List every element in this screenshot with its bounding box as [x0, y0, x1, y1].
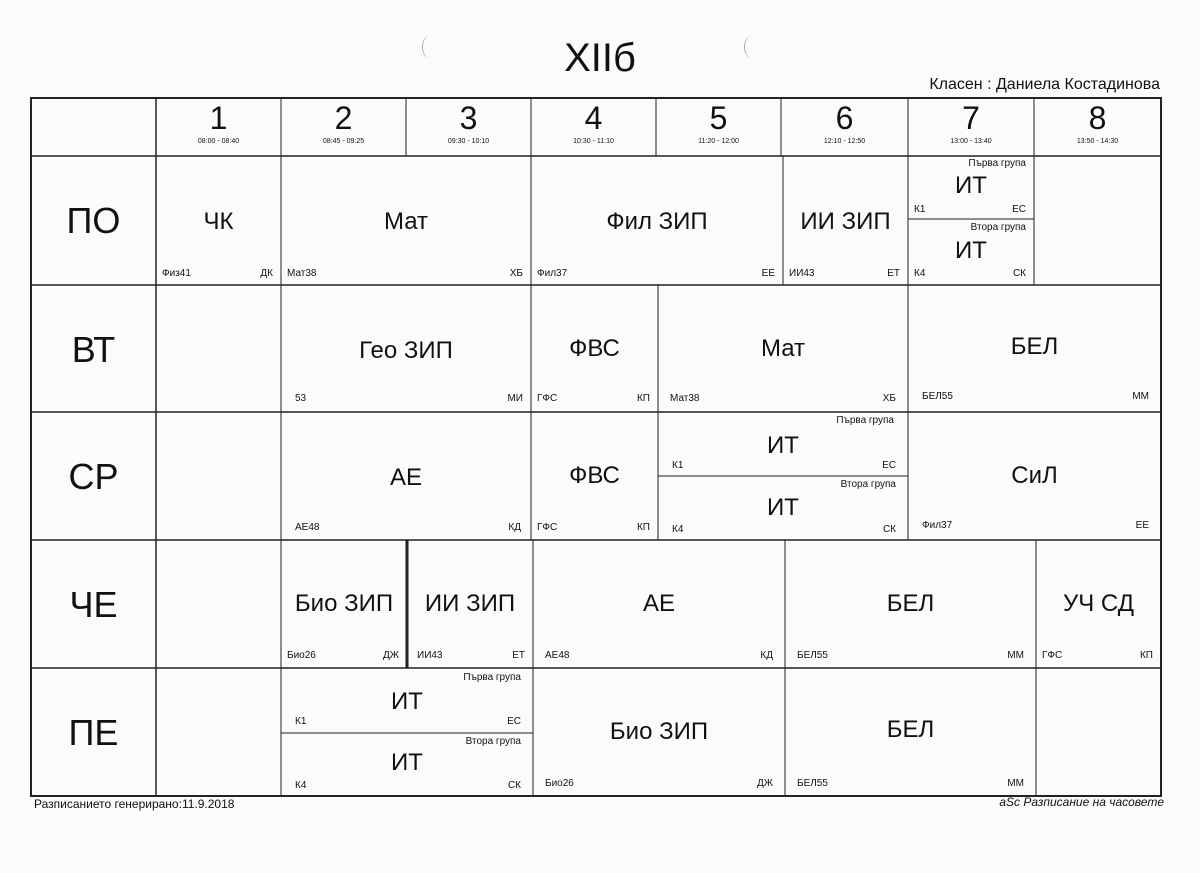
lesson-cell	[1036, 540, 1161, 668]
lesson-room: К4	[295, 780, 307, 791]
period-number: 4	[584, 100, 603, 136]
period-header-4	[531, 98, 656, 156]
lesson-subject: ИТ	[391, 688, 423, 715]
lesson-teacher: ЕС	[507, 716, 521, 727]
lesson-room: К1	[295, 716, 307, 727]
period-time: 13:00 - 13:40	[950, 138, 992, 145]
lesson-cell	[531, 412, 658, 540]
lesson-cell	[281, 156, 531, 285]
lesson-cell-group	[281, 668, 533, 733]
period-number: 2	[334, 100, 353, 136]
group-label: Първа група	[836, 415, 894, 426]
period-time: 13:50 - 14:30	[1076, 138, 1119, 145]
lesson-room: БЕЛ55	[797, 650, 828, 661]
lesson-teacher: ХБ	[509, 268, 523, 279]
lesson-room: ИИ43	[789, 268, 815, 279]
lesson-room: К4	[672, 524, 684, 535]
lesson-teacher: ЕС	[1012, 204, 1026, 215]
lesson-cell	[281, 412, 531, 540]
lesson-teacher: СК	[507, 780, 521, 791]
lesson-cell	[785, 668, 1036, 796]
period-header-8	[1034, 98, 1161, 156]
lesson-teacher: ММ	[1007, 778, 1024, 789]
lesson-teacher: ЕТ	[887, 268, 900, 279]
lesson-teacher: ЕС	[882, 460, 896, 471]
lesson-subject: БЕЛ	[886, 716, 935, 743]
lesson-room: Физ41	[162, 268, 191, 279]
lesson-teacher: ММ	[1132, 391, 1149, 402]
generated-note: Разписанието генерирано:11.9.2018	[34, 797, 235, 811]
lesson-subject: ИТ	[955, 237, 987, 264]
lesson-subject: Фил ЗИП	[606, 208, 708, 235]
lesson-subject: ФВС	[569, 462, 620, 489]
lesson-subject: ФВС	[569, 335, 620, 362]
lesson-subject: ИТ	[767, 432, 799, 459]
lesson-teacher: ЕЕ	[761, 268, 775, 279]
lesson-teacher: КП	[1139, 650, 1153, 661]
lesson-teacher: ЕЕ	[1135, 520, 1149, 531]
group-label: Първа група	[463, 672, 521, 683]
lesson-cell	[908, 285, 1161, 412]
lesson-subject: БЕЛ	[1010, 333, 1059, 360]
lesson-room: БЕЛ55	[922, 391, 953, 402]
lesson-room: Био26	[287, 650, 316, 661]
lesson-teacher: ДЖ	[382, 650, 399, 661]
lesson-subject: СиЛ	[1011, 462, 1058, 489]
lesson-teacher: МИ	[507, 393, 523, 404]
period-header-5	[656, 98, 781, 156]
group-label: Втора група	[840, 479, 896, 490]
class-title: XIIб	[564, 36, 636, 80]
lesson-cell	[533, 668, 785, 796]
lesson-cell	[281, 540, 407, 668]
lesson-cell	[658, 285, 908, 412]
lesson-subject: АЕ	[642, 590, 675, 617]
lesson-room: Био26	[545, 778, 574, 789]
lesson-teacher: КП	[636, 522, 650, 533]
day-label-mon: ПО	[66, 200, 121, 241]
lesson-room: ИИ43	[417, 650, 443, 661]
lesson-teacher: КД	[508, 522, 521, 533]
lesson-cell-group	[281, 733, 533, 796]
lesson-cell	[281, 285, 531, 412]
lesson-teacher: СК	[882, 524, 896, 535]
lesson-cell	[908, 412, 1161, 540]
period-time: 08:00 - 08:40	[197, 138, 240, 145]
lesson-cell-group	[908, 219, 1034, 285]
lesson-cell	[156, 156, 281, 285]
period-header-1	[156, 98, 281, 156]
lesson-subject: УЧ СД	[1063, 590, 1134, 617]
lesson-room: БЕЛ55	[797, 778, 828, 789]
lesson-cell	[785, 540, 1036, 668]
lesson-subject: Гео ЗИП	[359, 337, 453, 364]
lesson-teacher: КП	[636, 393, 650, 404]
lesson-subject: ИТ	[391, 749, 423, 776]
lesson-room: К1	[914, 204, 926, 215]
group-label: Втора група	[465, 736, 521, 747]
lesson-subject: Био ЗИП	[294, 590, 394, 617]
period-time: 11:20 - 12:00	[698, 138, 739, 145]
software-credit: aSc Разписание на часовете	[999, 795, 1164, 809]
day-label-tue: ВТ	[71, 329, 116, 370]
lesson-cell	[783, 156, 908, 285]
lesson-cell	[531, 285, 658, 412]
lesson-teacher: ДК	[260, 268, 273, 279]
lesson-cell	[407, 540, 533, 668]
period-number: 8	[1088, 100, 1107, 136]
lesson-room: Мат38	[287, 268, 317, 279]
lesson-cell-group	[658, 476, 908, 540]
lesson-room: АЕ48	[545, 650, 570, 661]
lesson-room: АЕ48	[295, 522, 320, 533]
period-number: 6	[835, 100, 854, 136]
lesson-room: Фил37	[922, 520, 953, 531]
lesson-subject: ИИ ЗИП	[424, 590, 516, 617]
lesson-room: Фил37	[537, 268, 568, 279]
lesson-subject: Мат	[760, 335, 806, 362]
lesson-subject: АЕ	[389, 464, 422, 491]
day-label-thu: ЧЕ	[69, 584, 118, 625]
lesson-room: 53	[295, 393, 307, 404]
period-number: 5	[709, 100, 728, 136]
lesson-subject: ИТ	[955, 172, 987, 199]
lesson-teacher: ХБ	[882, 393, 896, 404]
period-header-7	[908, 98, 1034, 156]
lesson-subject: Био ЗИП	[609, 718, 709, 745]
period-number: 3	[459, 100, 478, 136]
lesson-subject: БЕЛ	[886, 590, 935, 617]
lesson-teacher: ЕТ	[512, 650, 525, 661]
lesson-subject: Мат	[383, 208, 429, 235]
lesson-subject: ИИ ЗИП	[800, 208, 891, 235]
lesson-subject: ЧК	[203, 208, 234, 235]
lesson-cell	[531, 156, 783, 285]
lesson-teacher: ДЖ	[756, 778, 773, 789]
group-label: Втора група	[970, 222, 1026, 233]
lesson-room: Мат38	[670, 393, 700, 404]
lesson-room: К1	[672, 460, 684, 471]
lesson-teacher: СК	[1012, 268, 1026, 279]
lesson-room: ГФС	[537, 522, 558, 533]
period-header-3	[406, 98, 531, 156]
class-teacher: Класен : Даниела Костадинова	[929, 76, 1160, 93]
day-label-fri: ПЕ	[68, 712, 119, 753]
period-number: 7	[962, 100, 980, 136]
period-time: 10:30 - 11:10	[573, 138, 614, 145]
day-label-wed: СР	[68, 456, 119, 497]
group-label: Първа група	[968, 158, 1026, 169]
period-time: 08:45 - 09:25	[322, 138, 365, 145]
period-time: 09:30 - 10:10	[447, 138, 490, 145]
lesson-teacher: ММ	[1007, 650, 1024, 661]
period-header-2	[281, 98, 406, 156]
lesson-cell-group	[908, 156, 1034, 219]
lesson-cell-group	[658, 412, 908, 476]
lesson-room: ГФС	[1042, 650, 1063, 661]
period-header-6	[781, 98, 908, 156]
period-time: 12:10 - 12:50	[823, 138, 866, 145]
lesson-subject: ИТ	[767, 494, 799, 521]
lesson-room: К4	[914, 268, 926, 279]
lesson-cell	[533, 540, 785, 668]
lesson-teacher: КД	[760, 650, 773, 661]
lesson-room: ГФС	[537, 393, 558, 404]
period-number: 1	[209, 100, 228, 136]
